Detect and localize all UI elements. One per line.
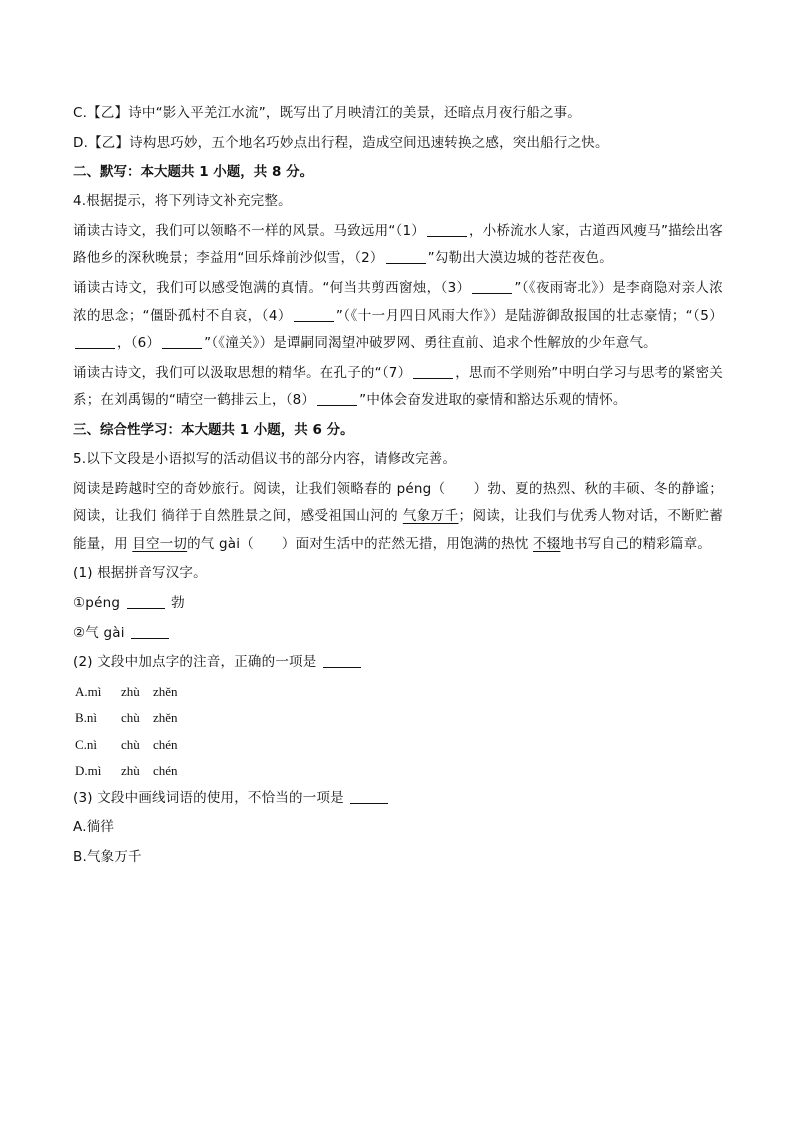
option-row <box>75 705 723 732</box>
blank-4 <box>294 307 334 322</box>
question-4-paragraph-3 <box>73 360 723 415</box>
q5-passage-text-e: ）面对生活中的茫然无措，用饱满的热忱 <box>281 535 533 552</box>
question-4-paragraph-2 <box>73 275 723 358</box>
q4-p2-text-d: ，（6） <box>117 335 161 352</box>
blank-q5-2 <box>323 653 361 668</box>
question-5-part-3-option-a: A.徜徉 <box>73 819 115 836</box>
q5-passage-text-c: ；阅读，让我们与优秀人物对话，不断贮蓄能量，用 <box>73 508 723 552</box>
question-5-part-1-a <box>73 590 723 618</box>
q4-p2-text-b: ”（《夜雨寄北》）是李商隐对亲人浓浓的思念；“僵卧孤村不自哀，（4） <box>73 279 723 324</box>
option-label: A.mì <box>75 683 102 699</box>
option-pinyin-2: chén <box>153 736 178 752</box>
blank-5 <box>75 334 115 349</box>
blank-3 <box>472 279 512 294</box>
q5-1a-suffix: 勃 <box>171 594 185 611</box>
question-3-option-c: C.【乙】诗中“影入平羌江水流”，既写出了月映清江的美景，还暗点月夜行船之事。 <box>73 105 582 121</box>
question-5-part-1: (1) 根据拼音写汉字。 <box>73 565 207 582</box>
question-5-part-3-option-b: B.气象万千 <box>73 848 142 865</box>
option-label: C.nì <box>75 736 98 752</box>
section-2-heading-text: 二、默写：本大题共 1 小题，共 8 分。 <box>73 164 314 181</box>
question-5-title: 5.以下文段是小语拟写的活动倡议书的部分内容，请修改完善。 <box>73 450 457 467</box>
option-pinyin-1: zhù <box>121 763 140 779</box>
q5-passage-text-a: 阅读是跨越时空的奇妙旅行。阅读，让我们领略春的 péng（ <box>73 480 446 497</box>
blank-1 <box>427 222 467 237</box>
blank-6 <box>162 334 202 349</box>
section-3-heading-text: 三、综合性学习：本大题共 1 小题，共 6 分。 <box>73 421 354 438</box>
option-label: D.mì <box>75 763 102 779</box>
question-5-part-2 <box>73 649 723 677</box>
q4-p1-text-a: 诵读古诗文，我们可以领略不一样的风景。马致远用“（1） <box>73 222 426 239</box>
q5-1b-label: ②气 gài <box>73 624 125 641</box>
option-pinyin-1: chù <box>121 736 140 752</box>
blank-q5-1a <box>127 594 165 609</box>
question-4-paragraph-1 <box>73 218 723 273</box>
q5-1a-label: ①péng <box>73 594 121 611</box>
q5-3-text: (3) 文段中画线词语的使用，不恰当的一项是 <box>73 789 344 806</box>
option-row <box>75 758 723 785</box>
option-pinyin-1: zhù <box>121 683 140 699</box>
option-pinyin-1: chù <box>121 710 140 726</box>
option-row <box>75 732 723 759</box>
blank-7 <box>413 364 453 379</box>
question-5-part-3 <box>73 785 723 813</box>
q5-passage-text-d: 的气 gài（ <box>187 535 254 552</box>
q4-p1-text-c: ”勾勒出大漠边城的苍茫夜色。 <box>427 250 613 267</box>
q4-p3-text-b: ，思而不学则殆”中明白学习与思考的紧密关系；在刘禹锡的“晴空一鹤排云上，（8） <box>73 364 723 409</box>
q4-p2-text-e: ”（《潼关》）是谭嗣同渴望冲破罗网、勇往直前、追求个性解放的少年意气。 <box>204 335 657 352</box>
question-5-passage <box>73 476 723 559</box>
blank-q5-3 <box>350 789 388 804</box>
question-5-part-1-b <box>73 620 723 648</box>
option-pinyin-2: chén <box>153 763 178 779</box>
q4-p3-text-c: ”中体会奋发进取的豪情和豁达乐观的情怀。 <box>359 392 627 409</box>
question-4-title: 4.根据提示，将下列诗文补充完整。 <box>73 193 292 210</box>
section-2-heading <box>73 159 723 186</box>
underlined-phrase-3: 不辍 <box>533 535 561 552</box>
question-5-part-2-options <box>75 679 723 785</box>
option-pinyin-2: zhěn <box>153 683 178 699</box>
q4-p1-text-b: ，小桥流水人家，古道西风瘦马”描绘出客路他乡的深秋晚景；李益用“回乐烽前沙似雪，（2） <box>73 222 724 267</box>
underlined-phrase-2: 目空一切 <box>132 535 188 552</box>
option-pinyin-2: zhěn <box>153 710 178 726</box>
blank-2 <box>386 249 426 264</box>
q4-p2-text-a: 诵读古诗文，我们可以感受饱满的真情。“何当共剪西窗烛，（3） <box>73 279 471 296</box>
q5-passage-text-f: 地书写自己的精彩篇章。 <box>560 535 712 552</box>
option-row <box>75 679 723 706</box>
option-label: B.nì <box>75 710 98 726</box>
q4-p2-text-c: ”（《十一月四日风雨大作》）是陆游御敌报国的壮志豪情；“（5） <box>335 307 724 324</box>
blank-q5-1b <box>131 624 169 639</box>
q5-passage-text-b: ）勃、夏的热烈、秋的丰硕、冬的静谧；阅读，让我们 徜徉于自然胜景之间，感受祖国山河的 <box>73 480 723 525</box>
section-3-heading <box>73 417 723 444</box>
underlined-phrase-1: 气象万千 <box>402 508 459 525</box>
document-body <box>73 100 723 873</box>
q5-2-text: (2) 文段中加点字的注音，正确的一项是 <box>73 654 317 671</box>
question-3-option-d: D.【乙】诗构思巧妙，五个地名巧妙点出行程，造成空间迅速转换之感，突出船行之快。 <box>73 134 609 151</box>
blank-8 <box>317 391 357 406</box>
q4-p3-text-a: 诵读古诗文，我们可以汲取思想的精华。在孔子的“（7） <box>73 364 412 381</box>
